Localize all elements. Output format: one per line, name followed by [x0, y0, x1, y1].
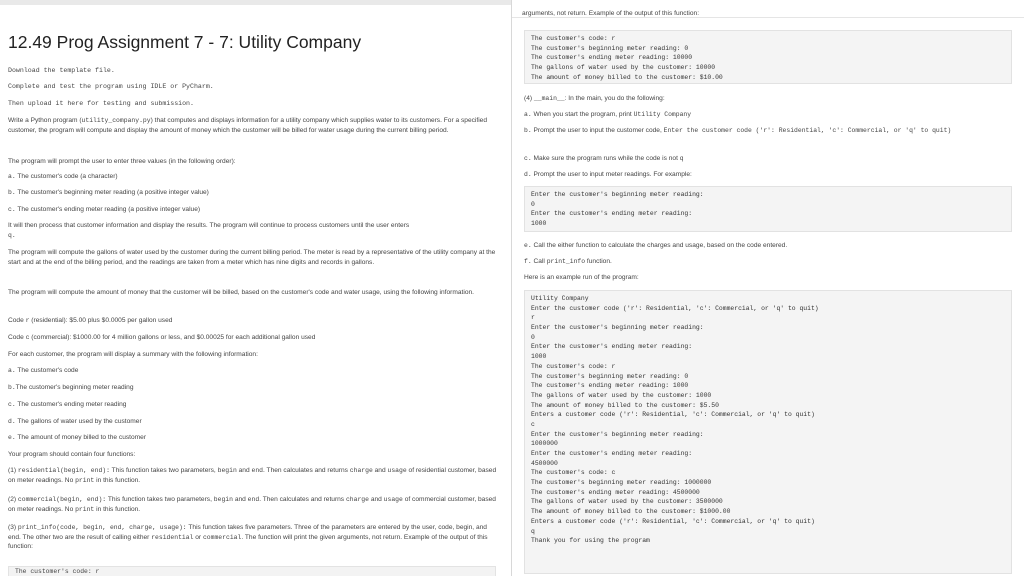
code-line: r: [531, 314, 535, 322]
code-line: The amount of money billed to the customer: $1000.00: [531, 508, 731, 516]
code-line: The customer's ending meter reading: 4500000: [531, 488, 700, 496]
code-line: The customer's beginning meter reading: 0: [531, 372, 689, 380]
amount-paragraph: The program will compute the amount of money that the customer will be billed, based on the customer's code and water usage, using the following information.: [8, 289, 475, 296]
code-line: 1000: [531, 353, 547, 361]
example-run-code-block: [524, 290, 1012, 574]
example-intro: Here is an example run of the program:: [524, 274, 639, 281]
code-line: The customer's beginning meter reading: 0: [531, 44, 689, 52]
code-line: The gallons of water used by the customer: 10000: [531, 64, 716, 72]
function-3-desc: (3) print_info(code, begin, end, charge, usage): This function takes five parameters. Three of the parameters are entered by the user, code, begin, and end. The other two are the result of calling either residential or commercial. The function will print the given arguments, not return. Example of the output of this function:: [8, 524, 488, 551]
summary-item-e: e. The amount of money billed to the customer: [8, 434, 147, 441]
prompt-item-c: c. The customer's ending meter reading (a positive integer value): [8, 206, 201, 213]
code-c-rate: Code c (commercial): $1000.00 for 4 million gallons or less, and $0.00025 for each additional gallon used: [8, 334, 316, 341]
code-line: The customer's ending meter reading: 1000: [531, 382, 689, 390]
summary-item-b: b.The customer's beginning meter reading: [8, 384, 134, 391]
code-line: 1000: [531, 220, 547, 228]
code-line: Enters a customer code ('r': Residential, 'c': Commercial, or 'q' to quit): [531, 517, 815, 525]
summary-item-a: a. The customer's code: [8, 367, 79, 374]
summary-item-d: d. The gallons of water used by the customer: [8, 418, 142, 425]
divider: [512, 17, 1024, 18]
function-1-desc: (1) residential(begin, end): This function takes two parameters, begin and end. Then calculates and returns charge and usage of residential customer, based on meter readings. No print in this function.: [8, 467, 497, 484]
process-paragraph: It will then process that customer information and display the results. The program will continue to process customers until the user enters q.: [8, 222, 410, 239]
download-text: [8, 66, 498, 76]
code-line: The gallons of water used by the customer: 3500000: [531, 498, 723, 506]
code-r-rate: Code r (residential): $5.00 plus $0.0005 per gallon used: [8, 317, 173, 324]
code-line: c: [531, 420, 535, 428]
top-bar: [0, 0, 511, 5]
code-line: 4500000: [531, 459, 558, 467]
gallons-paragraph: The program will compute the gallons of water used by the customer during the current billing period. The meter is read by a representative of the utility company at the start and at the end of the billing period, and the readings are taken from a meter which has nine digits and records in gallons.: [8, 249, 496, 266]
upload-text: Then upload it here for testing and submission.: [8, 100, 194, 107]
main-item-b: b. Prompt the user to input the customer code, Enter the customer code ('r': Residential, 'c': Commercial, or 'q' to quit): [524, 127, 952, 134]
functions-intro: Your program should contain four functions:: [8, 451, 136, 458]
code-line: The gallons of water used by the customer: 1000: [531, 391, 712, 399]
code-line: The amount of money billed to the customer: $10.00: [531, 73, 723, 81]
code-line: The amount of money billed to the customer: $5.50: [531, 401, 719, 409]
code-line: The customer's code: c: [531, 469, 616, 477]
main-item-c: c. Make sure the program runs while the code is not q: [524, 155, 684, 162]
code-line: The customer's code: r: [531, 362, 616, 370]
output-code-block-cut: The customer's code: r: [8, 566, 496, 576]
summary-item-c: c. The customer's ending meter reading: [8, 401, 127, 408]
code-line: Enter the customer's ending meter reading:: [531, 343, 693, 351]
code-line: Enter the customer's beginning meter reading:: [531, 191, 704, 198]
prompt-item-b: b. The customer's beginning meter reading (a positive integer value): [8, 189, 209, 196]
code-line: 0: [531, 333, 535, 341]
code-line: 1000000: [531, 440, 558, 448]
main-heading: (4) __main__: In the main, you do the following:: [524, 95, 665, 102]
code-line: Thank you for using the program: [531, 537, 650, 545]
code-line: The customer's ending meter reading: 10000: [531, 54, 693, 62]
function-2-desc: (2) commercial(begin, end): This function takes two parameters, begin and end. Then calculates and returns charge and usage of commercial customer, based on meter readings. No print in this function.: [8, 496, 496, 513]
main-item-e: e. Call the either function to calculate the charges and usage, based on the code entered.: [524, 242, 788, 249]
meter-prompt-code-block: [524, 186, 1012, 232]
code-line: Enter the customer's beginning meter reading:: [531, 430, 704, 438]
main-item-d: d. Prompt the user to input meter readings. For example:: [524, 171, 692, 178]
code-line: Enter the customer's ending meter reading:: [531, 450, 693, 457]
code-line: Enters a customer code ('r': Residential, 'c': Commercial, or 'q' to quit): [531, 411, 815, 419]
summary-intro: For each customer, the program will display a summary with the following information:: [8, 351, 258, 358]
download-link[interactable]: Download the template file.: [8, 67, 115, 74]
code-line: 0: [531, 200, 535, 208]
code-line: Enter the customer's beginning meter reading:: [531, 324, 704, 332]
prompt-intro: The program will prompt the user to enter three values (in the following order):: [8, 158, 236, 165]
continued-text: arguments, not return. Example of the output of this function:: [522, 10, 700, 17]
main-item-f: f. Call print_info function.: [524, 258, 612, 265]
code-line: q: [531, 527, 535, 535]
code-line: The customer's code: r: [531, 35, 616, 42]
code-line: The customer's beginning meter reading: 1000000: [531, 479, 712, 487]
code-line: Enter the customer's ending meter reading:: [531, 210, 693, 218]
complete-text: Complete and test the program using IDLE or PyCharm.: [8, 83, 214, 90]
output-example-code-block: [524, 30, 1012, 84]
code-line: Utility Company: [531, 295, 589, 302]
main-item-a: a. When you start the program, print Utility Company: [524, 111, 692, 118]
intro-paragraph: Write a Python program (utility_company.py) that computes and displays information for a utility company which supplies water to its customers. For a specified customer, the program will compute and display the amount of money which the customer will be billed for water usage during the current billing period.: [8, 117, 488, 134]
right-pane: [512, 0, 1024, 576]
prompt-item-a: a. The customer's code (a character): [8, 173, 118, 180]
page-title: 12.49 Prog Assignment 7 - 7: Utility Company: [8, 32, 362, 52]
code-line: Enter the customer code ('r': Residential, 'c': Commercial, or 'q' to quit): [531, 304, 819, 312]
